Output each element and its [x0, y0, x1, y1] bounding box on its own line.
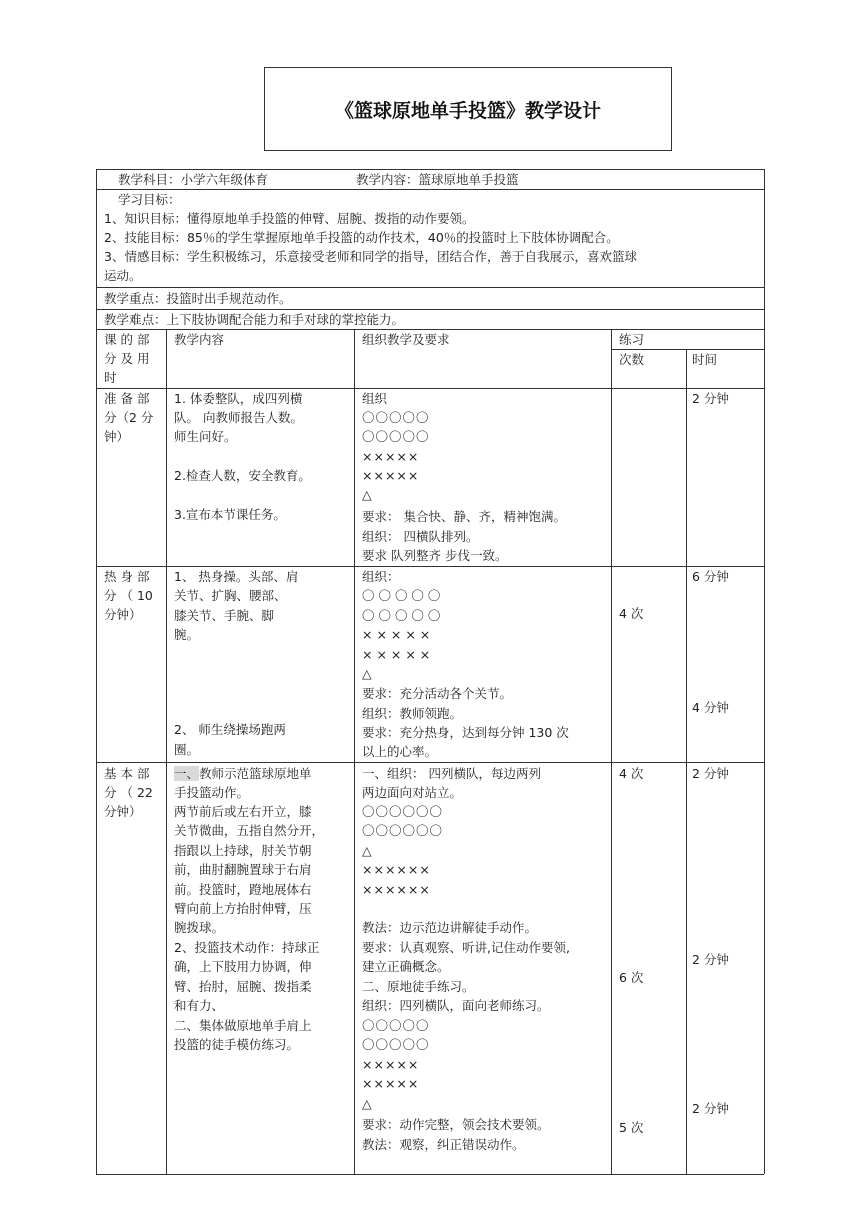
part-cell: 分（2 分 — [104, 410, 154, 425]
org-line: 要求：充分热身，达到每分钟 130 次 — [362, 725, 569, 740]
difficulty: 教学难点：上下肢协调配合能力和手对球的掌控能力。 — [104, 312, 405, 327]
objective-item: 运动。 — [104, 268, 142, 283]
content-line: 腕。 — [174, 627, 200, 642]
count-cell: 4 次 — [619, 766, 644, 781]
rule — [354, 329, 355, 1174]
teacher-marker: △ — [362, 843, 372, 858]
content-line: 3.宣布本节课任务。 — [174, 507, 286, 522]
formation-line: 〇〇〇〇〇 — [362, 410, 430, 425]
org-line: 要求：充分活动各个关节。 — [362, 686, 513, 701]
document-title: 《篮球原地单手投篮》教学设计 — [334, 99, 601, 122]
formation-line: × × × × × — [362, 647, 431, 662]
count-cell: 6 次 — [619, 970, 644, 985]
formation-line: ××××× — [362, 1057, 420, 1072]
org-line: 二、原地徒手练习。 — [362, 979, 475, 994]
content-line — [174, 764, 312, 783]
time-cell: 2 分钟 — [692, 391, 729, 406]
formation-line: 〇〇〇〇〇 — [362, 1037, 430, 1052]
content-text: 教师示范篮球原地单 — [199, 766, 312, 781]
teacher-marker: △ — [362, 487, 372, 502]
content-line: 2.检查人数，安全教育。 — [174, 468, 311, 483]
objectives-heading: 学习目标： — [118, 192, 181, 207]
rule — [96, 762, 764, 763]
rule — [166, 329, 167, 1174]
org-line: 组织：四列横队，面向老师练习。 — [362, 998, 550, 1013]
formation-line: 〇〇〇〇〇〇 — [362, 823, 444, 838]
content-line: 师生问好。 — [174, 429, 237, 444]
part-cell: 分 （ 22 — [104, 785, 153, 800]
org-line: 两边面向对站立。 — [362, 785, 463, 800]
col-part-label: 课 的 部 — [104, 332, 150, 347]
formation-line: 〇 〇 〇 〇 〇 — [362, 608, 441, 623]
formation-line: ×××××× — [362, 882, 431, 897]
formation-line: ××××× — [362, 1076, 420, 1091]
time-cell: 2 分钟 — [692, 952, 729, 967]
formation-line: ××××× — [362, 468, 420, 483]
content-line: 关节微曲，五指自然分开， — [174, 823, 325, 838]
highlighted-mark: 一、 — [174, 766, 200, 781]
content-line: 和有力、 — [174, 998, 225, 1013]
org-line: 一、组织： 四列横队，每边两列 — [362, 766, 541, 781]
org-line: 要求： 集合快、静、齐，精神饱满。 — [362, 509, 566, 524]
formation-line: 〇〇〇〇〇 — [362, 429, 430, 444]
objective-item: 1、知识目标：懂得原地单手投篮的伸臂、屈腕、拨指的动作要领。 — [104, 211, 475, 226]
col-count-label: 次数 — [619, 352, 645, 367]
teacher-marker: △ — [362, 1096, 372, 1111]
time-cell: 4 分钟 — [692, 700, 729, 715]
time-cell: 2 分钟 — [692, 766, 729, 781]
time-cell: 2 分钟 — [692, 1101, 729, 1116]
content-line: 投篮的徒手模仿练习。 — [174, 1037, 300, 1052]
col-organization-label: 组织教学及要求 — [362, 332, 450, 347]
content-cell: 教学内容：篮球原地单手投篮 — [356, 172, 519, 187]
rule — [96, 169, 97, 1174]
org-line: 要求 队列整齐 步伐一致。 — [362, 548, 508, 563]
org-line: 建立正确概念。 — [362, 959, 450, 974]
formation-line: ××××× — [362, 449, 420, 464]
content-line: 腕拨球。 — [174, 920, 225, 935]
content-line: 圈。 — [174, 742, 200, 757]
part-cell: 分 （ 10 — [104, 588, 153, 603]
content-line: 指跟以上持球，肘关节朝 — [174, 843, 312, 858]
org-line: 组织：教师领跑。 — [362, 706, 463, 721]
part-cell: 分钟） — [104, 804, 142, 819]
time-cell: 6 分钟 — [692, 569, 729, 584]
content-line: 两节前后或左右开立，膝 — [174, 804, 312, 819]
col-practice-label: 练习 — [619, 332, 645, 347]
content-line: 队。 向教师报告人数。 — [174, 410, 303, 425]
part-cell: 热 身 部 — [104, 569, 150, 584]
org-line: 教法：观察，纠正错误动作。 — [362, 1137, 525, 1152]
subject-cell: 教学科目：小学六年级体育 — [118, 172, 269, 187]
formation-line: ×××××× — [362, 862, 431, 877]
count-cell: 5 次 — [619, 1120, 644, 1135]
part-cell: 分钟） — [104, 607, 142, 622]
content-line: 臂、抬肘，屈腕、拨指柔 — [174, 979, 312, 994]
objective-item: 2、技能目标：85％的学生掌握原地单手投篮的动作技术，40％的投篮时上下肢体协调配合。 — [104, 230, 619, 245]
content-line: 2、投篮技术动作：持球正 — [174, 940, 320, 955]
rule — [96, 1174, 764, 1175]
content-line: 二、集体做原地单手肩上 — [174, 1018, 312, 1033]
org-line: 教法：边示范边讲解徒手动作。 — [362, 920, 538, 935]
formation-line: × × × × × — [362, 627, 431, 642]
content-line: 2、 师生绕操场跑两 — [174, 722, 286, 737]
key-point: 教学重点：投篮时出手规范动作。 — [104, 291, 292, 306]
content-line: 前。投篮时，蹬地展体右 — [174, 882, 312, 897]
formation-line: 〇〇〇〇〇 — [362, 1018, 430, 1033]
content-line: 关节、扩胸、腰部、 — [174, 588, 287, 603]
part-cell: 准 备 部 — [104, 391, 150, 406]
rule — [611, 329, 612, 1174]
content-line: 确，上下肢用力协调，伸 — [174, 959, 312, 974]
count-cell: 4 次 — [619, 606, 644, 621]
org-line: 要求：认真观察、听讲,记住动作要领, — [362, 940, 570, 955]
objective-item: 3、情感目标：学生积极练习，乐意接受老师和同学的指导，团结合作，善于自我展示，喜欢篮球 — [104, 249, 637, 264]
content-line: 膝关节、手腕、脚 — [174, 608, 275, 623]
col-time-label: 时间 — [692, 352, 718, 367]
content-line: 臂向前上方抬肘伸臂，压 — [174, 901, 312, 916]
formation-line: 〇〇〇〇〇〇 — [362, 804, 444, 819]
content-line: 前，曲肘翻腕置球于右肩 — [174, 862, 312, 877]
org-line: 以上的心率。 — [362, 744, 438, 759]
part-cell: 基 本 部 — [104, 766, 150, 781]
content-line: 手投篮动作。 — [174, 785, 250, 800]
rule — [764, 169, 765, 1174]
rule — [686, 349, 687, 1174]
content-line: 1. 体委整队，成四列横 — [174, 391, 303, 406]
teacher-marker: △ — [362, 666, 372, 681]
org-line: 组织： 四横队排列。 — [362, 529, 479, 544]
content-line: 1、 热身操。头部、肩 — [174, 569, 299, 584]
org-line: 组织： — [362, 569, 400, 584]
org-line: 组织 — [362, 391, 388, 406]
col-content-label: 教学内容 — [174, 332, 225, 347]
rule — [96, 287, 764, 288]
formation-line: 〇 〇 〇 〇 〇 — [362, 588, 441, 603]
col-part-label: 时 — [104, 370, 117, 385]
part-cell: 钟） — [104, 429, 130, 444]
col-part-label: 分 及 用 — [104, 351, 150, 366]
org-line: 要求：动作完整，领会技术要领。 — [362, 1117, 550, 1132]
